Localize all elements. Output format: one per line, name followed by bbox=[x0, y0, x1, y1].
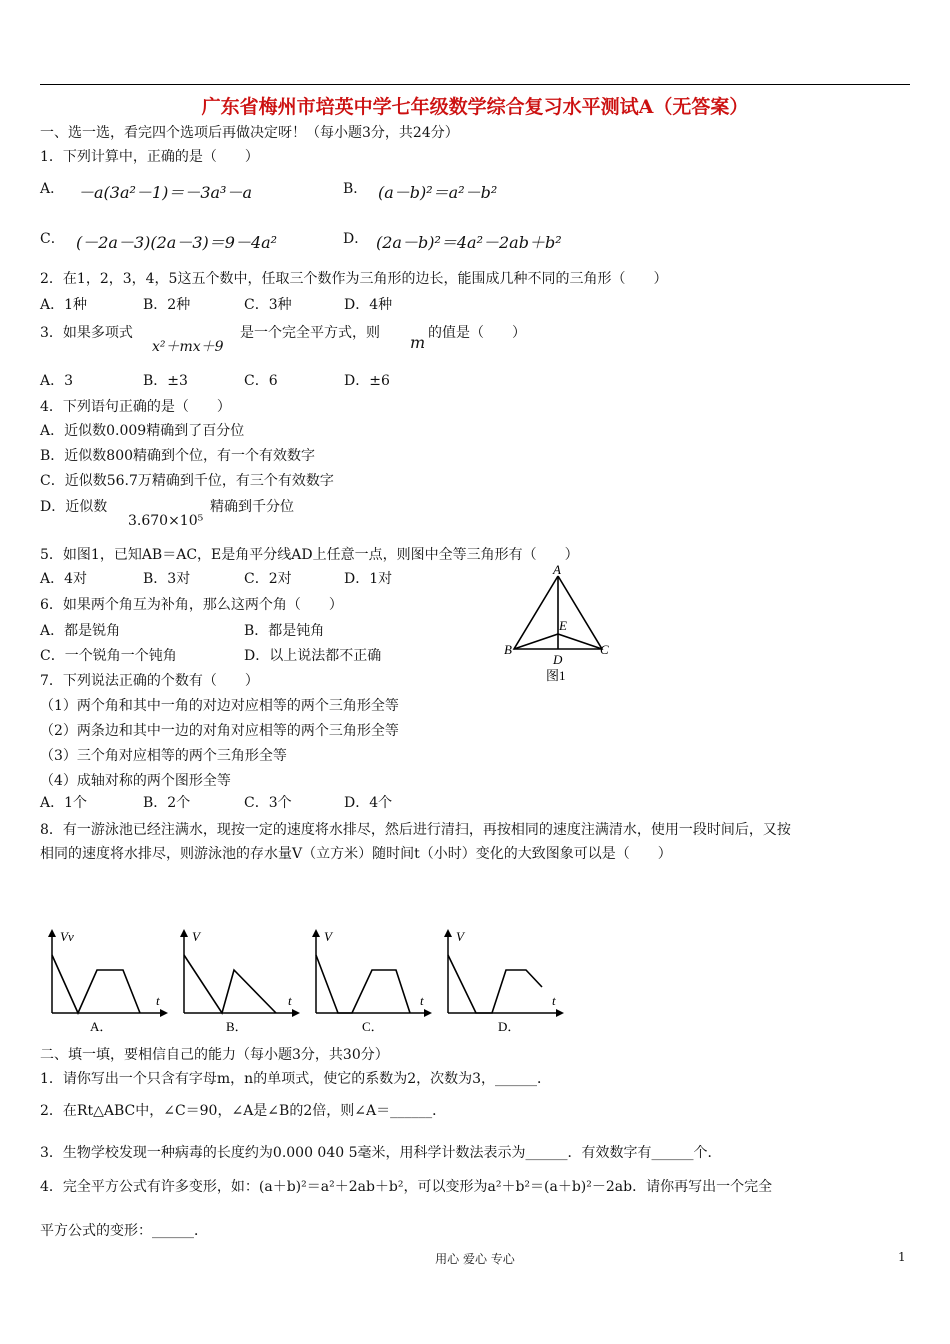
q8-graph-a-x-label: t bbox=[156, 993, 160, 1008]
q4-option-a: A．近似数0.009精确到了百分位 bbox=[40, 423, 245, 439]
q3-option-b: B．±3 bbox=[143, 373, 188, 389]
q2-stem: 2．在1，2，3，4，5这五个数中，任取三个数作为三角形的边长，能围成几种不同的三角形（ ） bbox=[40, 271, 668, 287]
q4-stem: 4．下列语句正确的是（ ） bbox=[40, 399, 231, 415]
q7-statement-1: （1）两个角和其中一角的对边对应相等的两个三角形全等 bbox=[40, 698, 399, 714]
q3-stem-part1: 3．如果多项式 bbox=[40, 325, 133, 341]
q1-option-a: －a(3a²－1)＝－3a³－a bbox=[78, 183, 253, 202]
fill-question-4-line1: 4．完全平方公式有许多变形，如：(a＋b)²＝a²＋2ab＋b²，可以变形为a²＋b²＝(a＋b)²－2ab．请你再写出一个完全 bbox=[40, 1179, 773, 1195]
q6-option-b: B．都是钝角 bbox=[244, 623, 325, 639]
section-1-heading: 一、选一选，看完四个选项后再做决定呀！（每小题3分，共24分） bbox=[40, 125, 459, 141]
q8-graph-d-option: D． bbox=[498, 1019, 521, 1034]
q6-option-d: D．以上说法都不正确 bbox=[244, 648, 382, 664]
q8-graph-d-x-label: t bbox=[552, 993, 556, 1008]
figure-1-caption: 图1 bbox=[546, 668, 566, 683]
q7-option-d: D．4个 bbox=[344, 795, 393, 811]
q7-statement-4: （4）成轴对称的两个图形全等 bbox=[40, 773, 231, 789]
q1-option-d: (2a－b)²＝4a²－2ab＋b² bbox=[376, 233, 562, 252]
q3-stem-part2: 是一个完全平方式，则 bbox=[240, 325, 380, 341]
q1-option-b-label: B． bbox=[343, 181, 368, 197]
page-footer: 用心 爱心 专心 bbox=[435, 1252, 515, 1266]
q7-statement-2: （2）两条边和其中一边的对角对应相等的两个三角形全等 bbox=[40, 723, 399, 739]
page-title: 广东省梅州市培英中学七年级数学综合复习水平测试A（无答案） bbox=[201, 96, 749, 118]
q8-stem-line1: 8．有一游泳池已经注满水，现按一定的速度将水排尽，然后进行清扫，再按相同的速度注满清水，使用一段时间后，又按 bbox=[40, 822, 791, 838]
q4-option-b: B．近似数800精确到个位，有一个有效数字 bbox=[40, 448, 316, 464]
q8-graph-d-y-label: V bbox=[456, 929, 464, 944]
q5-option-d: D．1对 bbox=[344, 571, 393, 587]
figure-1-label-b: B bbox=[504, 642, 512, 657]
q4-option-c: C．近似数56.7万精确到千位，有三个有效数字 bbox=[40, 473, 334, 489]
q1-option-c-label: C． bbox=[40, 231, 65, 247]
fill-question-1: 1．请你写出一个只含有字母m，n的单项式，使它的系数为2，次数为3，______． bbox=[40, 1071, 552, 1087]
q3-variable: m bbox=[410, 333, 426, 352]
figure-1-label-c: C bbox=[600, 642, 609, 657]
q7-option-a: A．1个 bbox=[40, 795, 88, 811]
figure-1-label-a: A bbox=[553, 562, 561, 577]
q8-graph-c-option: C． bbox=[362, 1019, 384, 1034]
figure-1-label-d: D bbox=[553, 652, 563, 667]
q8-graph-c-x-label: t bbox=[420, 993, 424, 1008]
q3-option-a: A．3 bbox=[40, 373, 74, 389]
q3-option-d: D．±6 bbox=[344, 373, 390, 389]
q3-expression: x²＋mx＋9 bbox=[152, 339, 224, 355]
page-number: 1 bbox=[898, 1250, 906, 1264]
q8-graph-a bbox=[40, 925, 170, 1037]
q5-stem: 5．如图1，已知AB＝AC，E是角平分线AD上任意一点，则图中全等三角形有（ ） bbox=[40, 547, 579, 563]
fill-question-3: 3．生物学校发现一种病毒的长度约为0.000 040 5毫米，用科学计数法表示为______．有效数字有______个． bbox=[40, 1145, 722, 1161]
section-2-heading: 二、填一填，要相信自己的能力（每小题3分，共30分） bbox=[40, 1047, 389, 1063]
q8-graph-a-option: A． bbox=[90, 1019, 113, 1034]
q8-graph-b-x-label: t bbox=[288, 993, 292, 1008]
q5-option-c: C．2对 bbox=[244, 571, 292, 587]
q2-option-d: D．4种 bbox=[344, 297, 393, 313]
q2-option-a: A．1种 bbox=[40, 297, 88, 313]
q1-option-d-label: D． bbox=[343, 231, 369, 247]
q3-option-c: C．6 bbox=[244, 373, 278, 389]
q8-graph-c-y-label: V bbox=[324, 929, 332, 944]
q3-stem-part3: 的值是（ ） bbox=[428, 325, 526, 341]
q1-option-c: (－2a－3)(2a－3)＝9－4a² bbox=[76, 233, 278, 252]
q8-graph-a-y-label: Vv bbox=[60, 929, 74, 944]
q2-option-b: B．2种 bbox=[143, 297, 191, 313]
fill-question-2: 2．在Rt△ABC中，∠C＝90，∠A是∠B的2倍，则∠A＝______． bbox=[40, 1103, 447, 1119]
q7-option-b: B．2个 bbox=[143, 795, 191, 811]
q8-graph-b-y-label: V bbox=[192, 929, 200, 944]
q5-option-a: A．4对 bbox=[40, 571, 88, 587]
q7-option-c: C．3个 bbox=[244, 795, 292, 811]
q1-option-b: (a－b)²＝a²－b² bbox=[378, 183, 498, 202]
q6-option-c: C．一个锐角一个钝角 bbox=[40, 648, 177, 664]
q4-option-d-number: 3.670×10⁵ bbox=[128, 513, 204, 529]
q4-option-d-part1: D．近似数 bbox=[40, 499, 108, 515]
q8-graph-c bbox=[304, 925, 434, 1037]
q4-option-d-part2: 精确到千分位 bbox=[210, 499, 294, 515]
q5-option-b: B．3对 bbox=[143, 571, 191, 587]
q1-stem: 1．下列计算中，正确的是（ ） bbox=[40, 149, 259, 165]
fill-question-4-line2: 平方公式的变形：______． bbox=[40, 1223, 208, 1239]
top-rule bbox=[40, 84, 910, 85]
q7-stem: 7．下列说法正确的个数有（ ） bbox=[40, 673, 259, 689]
q2-option-c: C．3种 bbox=[244, 297, 292, 313]
q6-option-a: A．都是锐角 bbox=[40, 623, 121, 639]
q8-graph-d bbox=[436, 925, 566, 1037]
q8-graph-b-option: B． bbox=[226, 1019, 248, 1034]
q8-stem-line2: 相同的速度将水排尽，则游泳池的存水量V（立方米）随时间t（小时）变化的大致图象可以是（ ） bbox=[40, 846, 672, 862]
figure-1-label-e: E bbox=[559, 618, 567, 633]
q6-stem: 6．如果两个角互为补角，那么这两个角（ ） bbox=[40, 597, 343, 613]
q7-statement-3: （3）三个角对应相等的两个三角形全等 bbox=[40, 748, 287, 764]
q1-option-a-label: A． bbox=[40, 181, 65, 197]
figure-1-triangle bbox=[500, 562, 620, 688]
q8-graph-b bbox=[172, 925, 302, 1037]
